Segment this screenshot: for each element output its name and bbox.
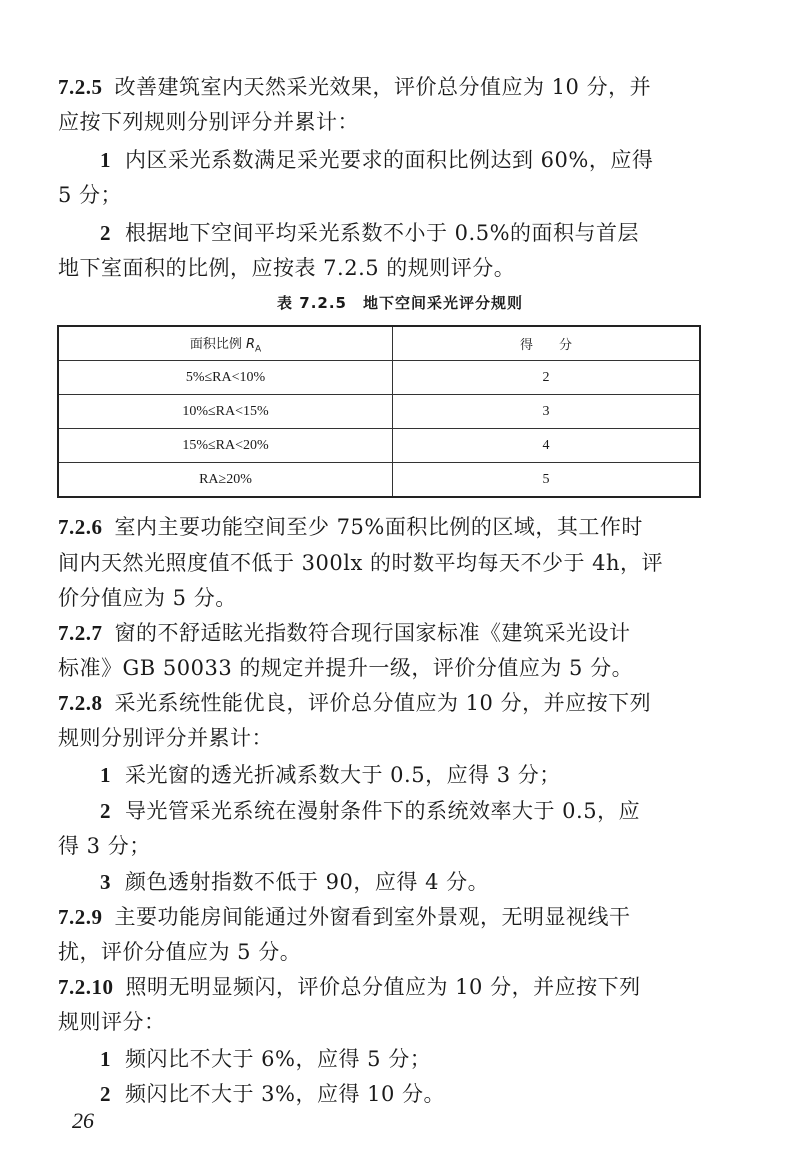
clause-7-2-8-item-3: 3 颜色透射指数不低于 90，应得 4 分。 xyxy=(100,870,490,894)
clause-7-2-8-item-2: 2 导光管采光系统在漫射条件下的系统效率大于 0.5，应 xyxy=(100,799,641,823)
clause-7-2-8-item-2-cont: 得 3 分； xyxy=(58,834,151,858)
table-row xyxy=(58,463,700,498)
range-cell: 15%≤RA<20% xyxy=(58,429,393,463)
score-cell: 5 xyxy=(393,463,701,498)
clause-7-2-8-line-1: 7.2.8 采光系统性能优良，评价总分值应为 10 分，并应按下列 xyxy=(58,691,652,715)
clause-7-2-6-line-3: 价分值应为 5 分。 xyxy=(58,586,237,610)
clause-number: 7.2.5 xyxy=(58,75,103,99)
range-cell: 10%≤RA<15% xyxy=(58,395,393,429)
clause-7-2-6-line-1: 7.2.6 室内主要功能空间至少 75%面积比例的区域，其工作时 xyxy=(58,515,643,539)
clause-7-2-5-item-2-cont: 地下室面积的比例，应按表 7.2.5 的规则评分。 xyxy=(58,256,516,280)
clause-7-2-7-line-1: 7.2.7 窗的不舒适眩光指数符合现行国家标准《建筑采光设计 xyxy=(58,621,631,645)
clause-7-2-5-line-2: 应按下列规则分别评分并累计： xyxy=(58,110,359,134)
clause-7-2-5-item-2: 2 根据地下空间平均采光系数不小于 0.5%的面积与首层 xyxy=(100,221,640,245)
clause-7-2-10-item-2: 2 频闪比不大于 3%，应得 10 分。 xyxy=(100,1082,446,1106)
range-cell: RA≥20% xyxy=(58,463,393,498)
clause-7-2-9-line-2: 扰，评价分值应为 5 分。 xyxy=(58,940,302,964)
clause-7-2-8-line-2: 规则分别评分并累计： xyxy=(58,726,273,750)
daylight-scoring-table xyxy=(57,325,701,498)
clause-7-2-5-item-1: 1 内区采光系数满足采光要求的面积比例达到 60%，应得 xyxy=(100,148,654,172)
clause-7-2-10-line-1: 7.2.10 照明无明显频闪，评价总分值应为 10 分，并应按下列 xyxy=(58,975,641,999)
clause-7-2-10-line-2: 规则评分： xyxy=(58,1010,166,1034)
clause-7-2-10-item-1: 1 频闪比不大于 6%，应得 5 分； xyxy=(100,1047,432,1071)
clause-7-2-8-item-1: 1 采光窗的透光折减系数大于 0.5，应得 3 分； xyxy=(100,763,561,787)
clause-7-2-5-line-1: 7.2.5 改善建筑室内天然采光效果，评价总分值应为 10 分，并 xyxy=(58,75,652,99)
page-number: 26 xyxy=(72,1108,94,1133)
clause-7-2-7-line-2: 标准》GB 50033 的规定并提升一级，评价分值应为 5 分。 xyxy=(58,656,634,680)
header-area-ratio: 面积比例 $R_A$ xyxy=(58,326,393,361)
score-cell: 4 xyxy=(393,429,701,463)
score-cell: 3 xyxy=(393,395,701,429)
table-caption: 表 7.2.5 地下空间采光评分规则 xyxy=(277,294,523,312)
header-score: 得 分 xyxy=(393,326,701,361)
clause-7-2-6-line-2: 间内天然光照度值不低于 300lx 的时数平均每天不少于 4h，评 xyxy=(58,551,664,575)
range-cell: 5%≤RA<10% xyxy=(58,361,393,395)
table-header-row xyxy=(58,326,700,361)
table-row xyxy=(58,395,700,429)
table-row xyxy=(58,429,700,463)
clause-7-2-9-line-1: 7.2.9 主要功能房间能通过外窗看到室外景观，无明显视线干 xyxy=(58,905,631,929)
score-cell: 2 xyxy=(393,361,701,395)
clause-7-2-5-item-1-cont: 5 分； xyxy=(58,183,123,207)
table-row xyxy=(58,361,700,395)
